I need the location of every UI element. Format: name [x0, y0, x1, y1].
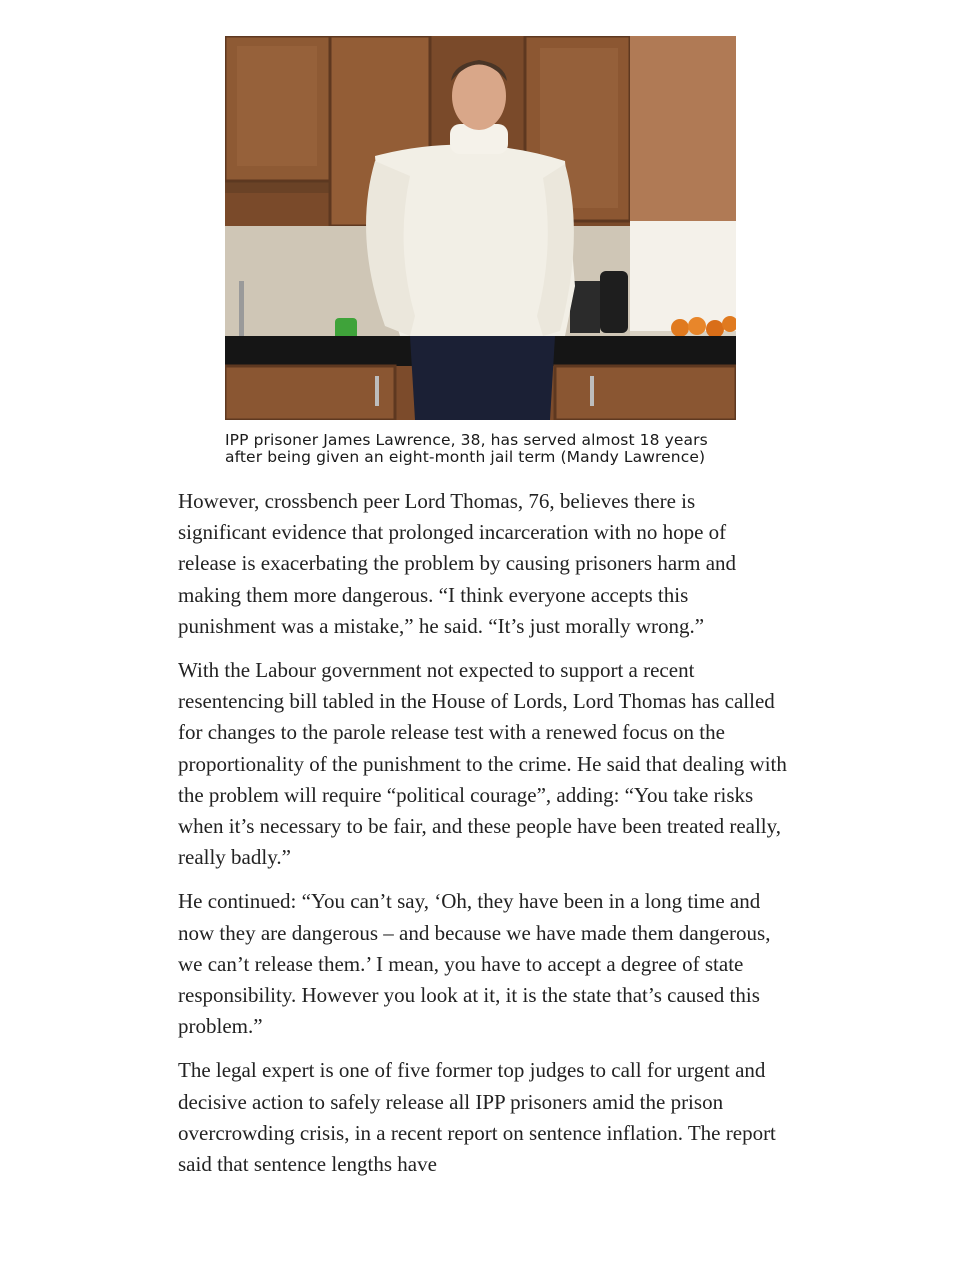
article-paragraph: He continued: “You can’t say, ‘Oh, they have been in a long time and now they are dangerous – and because we have made them dangerous, we can’t release them.’ I mean, you have to accept a degree of state responsibility. However you look at it, it is the state that’s caused this problem.” [178, 889, 771, 1039]
kitchen-photo-illustration [225, 36, 736, 420]
article-photo [225, 36, 736, 420]
photo-caption: IPP prisoner James Lawrence, 38, has served almost 18 years after being given an eight-month jail term (Mandy Lawrence) [225, 431, 708, 466]
article-paragraph: With the Labour government not expected to support a recent resentencing bill tabled in the House of Lords, Lord Thomas has called for changes to the parole release test with a renewed focus on the proportionality of the punishment to the crime. He said that dealing with the problem will require “political courage”, adding: “You take risks when it’s necessary to be fair, and these people have been treated really, really badly.” [178, 658, 787, 870]
article-paragraph: The legal expert is one of five former top judges to call for urgent and decisive action to safely release all IPP prisoners amid the prison overcrowding crisis, in a recent report on sentence inflation. The report said that sentence lengths have [178, 1058, 776, 1177]
article-figure [225, 36, 736, 466]
article-body [178, 486, 788, 1193]
article-paragraph: However, crossbench peer Lord Thomas, 76, believes there is significant evidence that prolonged incarceration with no hope of release is exacerbating the problem by causing prisoners harm and making them more dangerous. “I think everyone accepts this punishment was a mistake,” he said. “It’s just morally wrong.” [178, 489, 737, 638]
